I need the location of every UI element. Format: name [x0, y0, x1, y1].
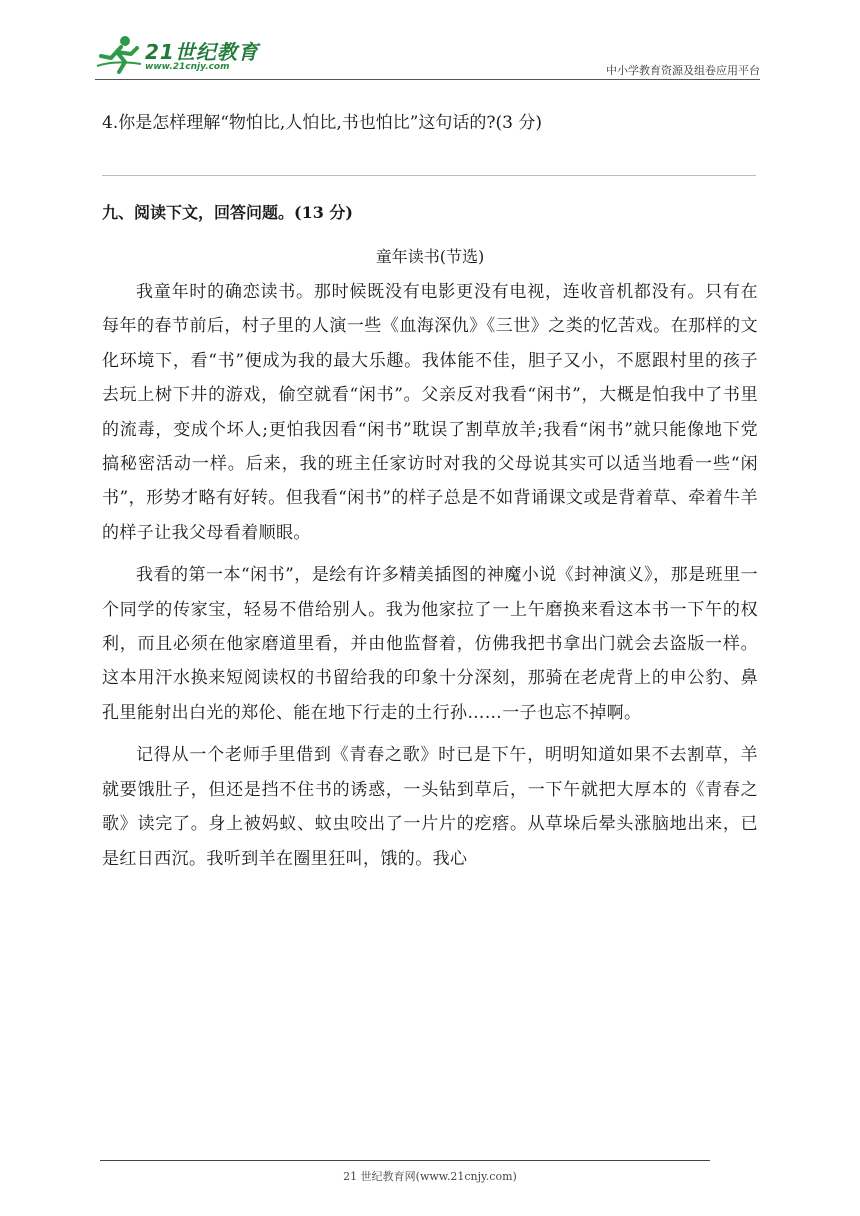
paragraph: 我童年时的确恋读书。那时候既没有电影更没有电视，连收音机都没有。只有在每年的春节前后，村子里的人演一些《血海深仇》《三世》之类的忆苦戏。在那样的文化环境下，看“书”便成为我的最大乐趣。我体能不佳，胆子又小，不愿跟村里的孩子去玩上树下井的游戏，偷空就看“闲书”。父亲反对我看“闲书”，大概是怕我中了书里的流毒，变成个坏人;更怕我因看“闲书”耽误了割草放羊;我看“闲书”就只能像地下党搞秘密活动一样。后来，我的班主任家访时对我的父母说其实可以适当地看一些“闲书”，形势才略有好转。但我看“闲书”的样子总是不如背诵课文或是背着草、牵着牛羊的样子让我父母看着顺眼。: [102, 282, 758, 543]
question-4: 4.你是怎样理解“物怕比,人怕比,书也怕比”这句话的?(3 分): [102, 113, 543, 133]
platform-name: 中小学教育资源及组卷应用平台: [606, 64, 760, 77]
article-body: [102, 257, 758, 876]
paragraph: 记得从一个老师手里借到《青春之歌》时已是下午，明明知道如果不去割草，羊就要饿肚子，但还是挡不住书的诱惑，一头钻到草后，一下午就把大厚本的《青春之歌》读完了。身上被妈蚁、蚊虫咬出了一片片的疙瘩。从草垛后晕头涨脑地出来，已是红日西沉。我听到羊在圈里狂叫，饿的。我心: [102, 745, 758, 869]
logo-url: www.21cnjy.com: [145, 62, 230, 72]
runner-logo-icon: [95, 34, 143, 76]
page-header: [95, 32, 760, 80]
paragraph: 我看的第一本“闲书”，是绘有许多精美插图的神魔小说《封神演义》，那是班里一个同学的传家宝，轻易不借给别人。我为他家拉了一上午磨换来看这本书一下午的权利，而且必须在他家磨道里看，并由他监督着，仿佛我把书拿出门就会去盗版一样。这本用汗水换来短阅读权的书留给我的印象十分深刻，那骑在老虎背上的申公豹、鼻孔里能射出白光的郑伦、能在地下行走的土行孙……一子也忘不掉啊。: [102, 565, 758, 723]
answer-line: [102, 175, 756, 176]
logo-text: 21世纪教育: [145, 40, 259, 64]
footer-divider: [100, 1160, 710, 1161]
page-footer: 21 世纪教育网(www.21cnjy.com): [343, 1170, 517, 1183]
logo: [95, 32, 295, 78]
section-heading: 九、阅读下文，回答问题。(13 分): [102, 203, 353, 222]
header-divider: [95, 79, 760, 80]
article-title: 童年读书(节选): [375, 247, 485, 266]
